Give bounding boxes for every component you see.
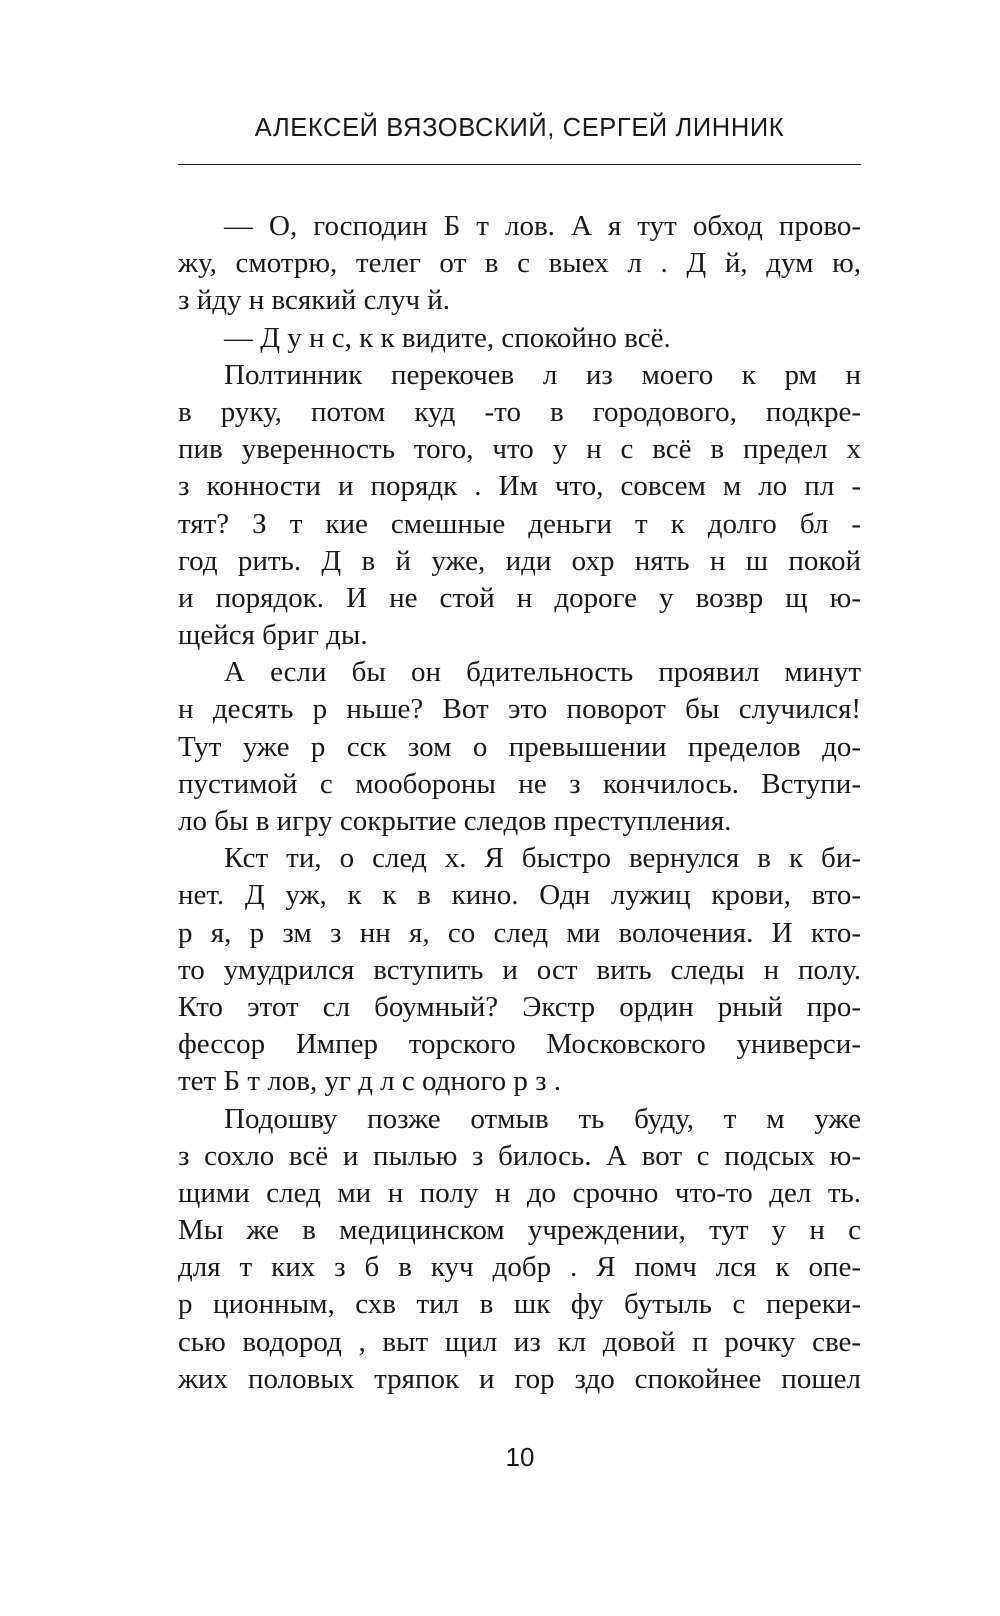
text-line: щими след ми н полу н до срочно что-то дел ть.: [178, 1176, 861, 1209]
text-line: тят? З т кие смешные деньги т к долго бл -: [178, 507, 861, 540]
text-line: н десять р ньше? Вот это поворот бы случился!: [178, 693, 861, 726]
text-line: з йду н всякий случ й.: [178, 284, 451, 317]
text-line: Мы же в медицинском учреждении, тут у н с: [178, 1214, 861, 1247]
text-line: то умудрился вступить и ост вить следы н полу.: [178, 953, 861, 986]
text-line: пив уверенность того, что у н с всё в предел х: [178, 433, 861, 466]
text-line: щейся бриг ды.: [178, 619, 368, 652]
running-head: АЛЕКСЕЙ ВЯЗОВСКИЙ, СЕРГЕЙ ЛИННИК: [254, 114, 785, 142]
page-number: 10: [505, 1442, 535, 1472]
text-line: год рить. Д в й уже, иди охр нять н ш покой: [178, 544, 861, 577]
text-line: Тут уже р сск зом о превышении пределов до-: [178, 730, 861, 763]
text-line: пустимой с мообороны не з кончилось. Вступи-: [178, 767, 861, 800]
text-line: нет. Д уж, к к в кино. Одн лужиц крови, вто-: [178, 879, 861, 912]
text-line: з сохло всё и пылью з билось. А вот с подсых ю-: [178, 1139, 861, 1172]
text-line: ло бы в игру сокрытие следов преступления.: [178, 805, 732, 837]
text-line: А если бы он бдительность проявил минут: [224, 656, 861, 689]
text-line: з конности и порядк . Им что, совсем м ло пл -: [178, 470, 861, 503]
text-line: сью водород , выт щил из кл довой п рочку све-: [178, 1325, 861, 1358]
text-line: для т ких з б в куч добр . Я помч лся к опе-: [178, 1251, 861, 1284]
body-text: [178, 208, 861, 1398]
header-rule: [178, 164, 861, 165]
text-line: тет Б т лов, уг д л с одного р з .: [178, 1065, 562, 1098]
text-line: в руку, потом куд -то в городового, подкре-: [178, 395, 861, 428]
text-line: жу, смотрю, телег от в с выех л . Д й, дум ю,: [178, 247, 861, 280]
text-line: жих половых тряпок и гор здо спокойнее пошел: [178, 1362, 861, 1395]
text-line: Кто этот сл боумный? Экстр ордин рный про-: [178, 990, 861, 1023]
text-line: и порядок. И не стой н дороге у возвр щ ю-: [178, 581, 861, 614]
text-line: фессор Импер торского Московского универси-: [178, 1028, 861, 1061]
text-line: р я, р зм з нн я, со след ми волочения. И кто-: [178, 916, 861, 949]
text-line: р ционным, схв тил в шк фу бутыль с переки-: [178, 1288, 861, 1321]
text-line: — О, господин Б т лов. А я тут обход прово-: [224, 210, 861, 242]
text-line: — Д у н с, к к видите, спокойно всё.: [224, 321, 671, 354]
text-line: Полтинник перекочев л из моего к рм н: [224, 358, 861, 391]
text-line: Кст ти, о след х. Я быстро вернулся в к би-: [224, 842, 861, 875]
text-line: Подошву позже отмыв ть буду, т м уже: [224, 1102, 861, 1135]
